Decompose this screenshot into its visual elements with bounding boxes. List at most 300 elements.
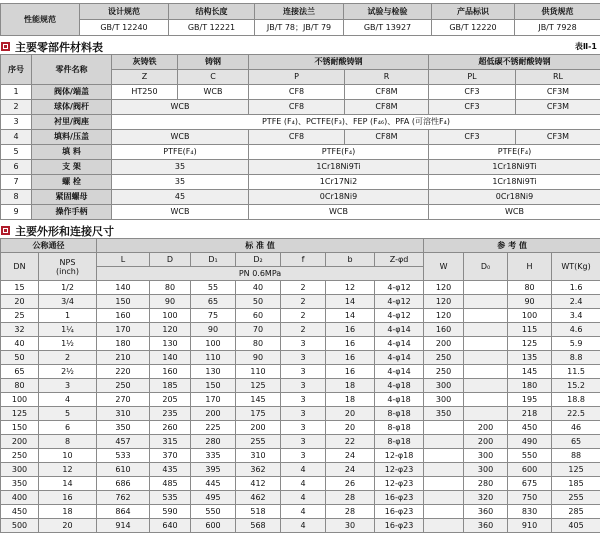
dimension-cell: 3: [281, 435, 326, 449]
part-name: 填 料: [32, 145, 112, 160]
cell: 8: [1, 190, 32, 205]
dimension-row: [1, 351, 600, 365]
cell: CF8: [249, 85, 345, 100]
dimension-cell: 300: [464, 449, 508, 463]
dimension-cell: 4-φ14: [375, 351, 424, 365]
dimension-cell: 70: [236, 323, 281, 337]
dimension-cell: 335: [191, 449, 236, 463]
col-w: W: [424, 253, 464, 281]
cell: 1Cr17Ni2: [249, 175, 429, 190]
dimension-cell: 490: [508, 435, 552, 449]
cell: 2: [1, 100, 32, 115]
standards-value: JB/T 7928: [515, 20, 600, 36]
dimension-cell: 120: [424, 309, 464, 323]
dimension-cell: 250: [424, 365, 464, 379]
cell: CF3M: [516, 130, 600, 145]
col-h: H: [508, 253, 552, 281]
dimension-cell: 405: [552, 519, 600, 533]
code: Z: [112, 70, 178, 85]
dimension-cell: 22.5: [552, 407, 600, 421]
dimension-cell: 24: [326, 449, 375, 463]
dimension-cell: 535: [150, 491, 191, 505]
dimension-cell: 160: [150, 365, 191, 379]
dimension-cell: 2½: [39, 365, 97, 379]
cell: 3: [1, 115, 32, 130]
dimension-cell: 4: [281, 491, 326, 505]
dimension-cell: 16-φ23: [375, 519, 424, 533]
col-d0: D₀: [464, 253, 508, 281]
dimension-cell: 4-φ18: [375, 393, 424, 407]
dimension-cell: 24: [326, 463, 375, 477]
dimension-cell: 32: [1, 323, 39, 337]
dimension-cell: 495: [191, 491, 236, 505]
dimension-cell: 435: [150, 463, 191, 477]
dimension-cell: 350: [1, 477, 39, 491]
dimension-cell: [464, 365, 508, 379]
dimension-cell: 4-φ12: [375, 281, 424, 295]
dimension-cell: 100: [1, 393, 39, 407]
dimension-cell: 175: [236, 407, 281, 421]
dimension-cell: 550: [191, 505, 236, 519]
dimension-cell: 533: [97, 449, 150, 463]
dimension-cell: 185: [552, 477, 600, 491]
cell: PTFE(F₄): [249, 145, 429, 160]
cell: 7: [1, 175, 32, 190]
dimension-cell: 135: [508, 351, 552, 365]
dimension-cell: 412: [236, 477, 281, 491]
dimension-cell: 12: [39, 463, 97, 477]
dimension-cell: 218: [508, 407, 552, 421]
dimension-cell: 235: [150, 407, 191, 421]
dimension-cell: 4: [281, 505, 326, 519]
cell: 0Cr18Ni9: [429, 190, 600, 205]
code: R: [345, 70, 429, 85]
dimension-cell: 610: [97, 463, 150, 477]
code: RL: [516, 70, 600, 85]
standards-col: 产品标识: [432, 4, 515, 20]
dimension-cell: 8: [39, 435, 97, 449]
dimension-cell: 270: [97, 393, 150, 407]
group-reference: 参 考 值: [424, 239, 600, 253]
dimension-cell: 40: [236, 281, 281, 295]
dimension-cell: 22: [326, 435, 375, 449]
cell: WCB: [112, 205, 249, 220]
materials-row: [1, 130, 600, 145]
part-name: 阀体/端盖: [32, 85, 112, 100]
dimension-cell: 65: [191, 295, 236, 309]
dimension-cell: 25: [1, 309, 39, 323]
dimension-cell: 310: [97, 407, 150, 421]
dimension-cell: 3: [281, 365, 326, 379]
dimension-cell: 14: [326, 295, 375, 309]
dimension-cell: 20: [326, 421, 375, 435]
dimension-cell: 220: [97, 365, 150, 379]
dimension-cell: 125: [1, 407, 39, 421]
dimension-cell: 450: [508, 421, 552, 435]
cell: 0Cr18Ni9: [249, 190, 429, 205]
materials-table: [0, 54, 600, 220]
standards-col: 设计规范: [80, 4, 169, 20]
cell: 1Cr18Ni9Ti: [429, 175, 600, 190]
dimension-cell: 140: [150, 351, 191, 365]
cell: CF8M: [345, 130, 429, 145]
cell: HT250: [112, 85, 178, 100]
dimension-cell: 200: [464, 421, 508, 435]
dimension-cell: 360: [464, 519, 508, 533]
cell: 35: [112, 175, 249, 190]
dimension-cell: 280: [464, 477, 508, 491]
standards-col: 结构长度: [169, 4, 255, 20]
dimension-cell: 15.2: [552, 379, 600, 393]
dimension-cell: 300: [424, 379, 464, 393]
part-name: 球体/阀杆: [32, 100, 112, 115]
dimension-cell: 200: [191, 407, 236, 421]
dimension-cell: 3: [281, 421, 326, 435]
dimension-cell: 8-φ18: [375, 421, 424, 435]
cell: PTFE(F₄): [112, 145, 249, 160]
dimension-row: [1, 449, 600, 463]
group-standard: 标 准 值: [97, 239, 424, 253]
dimension-row: [1, 281, 600, 295]
dimension-cell: 590: [150, 505, 191, 519]
dimension-cell: [424, 491, 464, 505]
cell: WCB: [112, 130, 249, 145]
dimension-cell: 125: [552, 463, 600, 477]
standards-value: JB/T 78；JB/T 79: [255, 20, 344, 36]
dimension-cell: 360: [464, 505, 508, 519]
dimension-cell: 12-φ23: [375, 463, 424, 477]
dimension-cell: 300: [424, 393, 464, 407]
materials-row: [1, 160, 600, 175]
cell: WCB: [249, 205, 429, 220]
dimension-cell: 1½: [39, 337, 97, 351]
dimension-cell: 16: [326, 351, 375, 365]
dimension-cell: 225: [191, 421, 236, 435]
group-ultra-low-carbon: 超低碳不锈耐酸铸钢: [429, 55, 600, 70]
dimension-cell: [424, 421, 464, 435]
dimension-cell: 4-φ14: [375, 337, 424, 351]
dimension-cell: 16: [326, 365, 375, 379]
dimension-cell: 2: [281, 309, 326, 323]
col-z-phi-d: Z-φd: [375, 253, 424, 267]
dimensions-table: [0, 238, 600, 533]
group-cast-steel: 铸钢: [178, 55, 249, 70]
dimension-cell: 16: [326, 337, 375, 351]
dimension-cell: 18: [326, 393, 375, 407]
dimensions-title: 主要外形和连接尺寸: [15, 223, 114, 239]
dimension-cell: 600: [508, 463, 552, 477]
dimension-cell: 3: [281, 379, 326, 393]
dimension-cell: 50: [236, 295, 281, 309]
dimension-cell: 370: [150, 449, 191, 463]
dimension-cell: [424, 519, 464, 533]
dimension-cell: 2: [281, 281, 326, 295]
dimension-cell: 55: [191, 281, 236, 295]
pressure-label: PN 0.6MPa: [97, 267, 424, 281]
cell: CF8: [249, 130, 345, 145]
materials-section-heading: [0, 38, 600, 54]
materials-title: 主要零部件材料表: [15, 39, 103, 55]
materials-row: [1, 115, 600, 130]
dimension-cell: 180: [97, 337, 150, 351]
dimension-cell: 12-φ23: [375, 477, 424, 491]
dimension-cell: 4-φ12: [375, 309, 424, 323]
dimension-cell: 12-φ18: [375, 449, 424, 463]
dimension-cell: [464, 337, 508, 351]
col-b: b: [326, 253, 375, 267]
dimension-cell: [464, 393, 508, 407]
dimension-cell: 16: [326, 323, 375, 337]
group-cast-iron: 灰铸铁: [112, 55, 178, 70]
cell: 4: [1, 130, 32, 145]
dimension-cell: 4: [281, 463, 326, 477]
dimension-cell: 1.6: [552, 281, 600, 295]
dimension-cell: 110: [236, 365, 281, 379]
dimension-cell: 260: [150, 421, 191, 435]
dimension-cell: 310: [236, 449, 281, 463]
dimension-cell: 75: [191, 309, 236, 323]
dimension-cell: [464, 379, 508, 393]
dimension-cell: 14: [326, 309, 375, 323]
dimension-cell: 18: [326, 379, 375, 393]
dimension-cell: 200: [424, 337, 464, 351]
dimension-cell: 1/2: [39, 281, 97, 295]
dimension-cell: 90: [508, 295, 552, 309]
dimension-cell: 18.8: [552, 393, 600, 407]
materials-table-ref: 表Ⅱ-1: [575, 41, 597, 52]
dimension-cell: 315: [150, 435, 191, 449]
dimension-cell: 485: [150, 477, 191, 491]
dimension-cell: 250: [97, 379, 150, 393]
part-name: 衬里/阀座: [32, 115, 112, 130]
cell: CF3: [429, 85, 516, 100]
dimensions-body: [1, 281, 600, 533]
dimension-cell: 30: [326, 519, 375, 533]
dimension-row: [1, 365, 600, 379]
dimension-cell: 640: [150, 519, 191, 533]
cell: CF3M: [516, 100, 600, 115]
col-d1: D₁: [191, 253, 236, 267]
cell: 9: [1, 205, 32, 220]
standards-col: 试验与检验: [344, 4, 432, 20]
dimension-cell: 280: [191, 435, 236, 449]
dimension-cell: 120: [424, 281, 464, 295]
dimension-cell: 2: [281, 323, 326, 337]
dimension-cell: 200: [236, 421, 281, 435]
dimension-cell: 130: [150, 337, 191, 351]
dimension-cell: 4: [39, 393, 97, 407]
part-name: 支 架: [32, 160, 112, 175]
standards-value-row: [1, 20, 600, 36]
dimension-row: [1, 379, 600, 393]
cell: 5: [1, 145, 32, 160]
col-no: 序号: [1, 55, 32, 85]
dimension-cell: 6: [39, 421, 97, 435]
dimension-cell: 864: [97, 505, 150, 519]
dimension-cell: 914: [97, 519, 150, 533]
dimension-cell: 170: [191, 393, 236, 407]
dimension-cell: 90: [191, 323, 236, 337]
dimension-cell: 180: [508, 379, 552, 393]
cell: PTFE(F₄): [429, 145, 600, 160]
dimension-cell: 600: [191, 519, 236, 533]
dimension-cell: 100: [508, 309, 552, 323]
dimension-cell: 285: [552, 505, 600, 519]
dimension-cell: 4-φ14: [375, 323, 424, 337]
materials-row: [1, 190, 600, 205]
cell: 1Cr18Ni9Ti: [429, 160, 600, 175]
part-name: 操作手柄: [32, 205, 112, 220]
cell: CF3: [429, 130, 516, 145]
group-nominal: 公称通径: [1, 239, 97, 253]
dimension-cell: 90: [150, 295, 191, 309]
cell: 1: [1, 85, 32, 100]
dimension-cell: 11.5: [552, 365, 600, 379]
dimension-cell: 80: [236, 337, 281, 351]
materials-row: [1, 85, 600, 100]
part-name: 填料/压盖: [32, 130, 112, 145]
dimension-cell: 15: [1, 281, 39, 295]
section-bullet-icon: [1, 42, 10, 51]
dimension-cell: 300: [464, 463, 508, 477]
col-f: f: [281, 253, 326, 267]
dimension-cell: 4-φ18: [375, 379, 424, 393]
dimension-cell: 125: [508, 337, 552, 351]
dimension-cell: 8-φ18: [375, 407, 424, 421]
dimensions-section-heading: [0, 222, 600, 238]
dimension-cell: 3: [39, 379, 97, 393]
dimension-cell: [464, 351, 508, 365]
dimension-cell: 120: [424, 295, 464, 309]
materials-row: [1, 205, 600, 220]
cell: CF3: [429, 100, 516, 115]
dimension-cell: 255: [552, 491, 600, 505]
cell: CF8M: [345, 100, 429, 115]
dimension-cell: [424, 463, 464, 477]
materials-row: [1, 145, 600, 160]
dimension-cell: [424, 505, 464, 519]
dimension-cell: 4.6: [552, 323, 600, 337]
dimension-cell: 125: [236, 379, 281, 393]
materials-head-row: [1, 55, 600, 70]
dimension-row: [1, 323, 600, 337]
standards-value: GB/T 13927: [344, 20, 432, 36]
dimension-cell: 46: [552, 421, 600, 435]
dimension-cell: 145: [236, 393, 281, 407]
dimension-cell: 26: [326, 477, 375, 491]
dimension-cell: 350: [97, 421, 150, 435]
dimension-cell: 250: [424, 351, 464, 365]
code: PL: [429, 70, 516, 85]
dimension-cell: 550: [508, 449, 552, 463]
dimension-cell: 200: [464, 435, 508, 449]
dimension-row: [1, 421, 600, 435]
dimension-cell: 450: [1, 505, 39, 519]
dimension-cell: 445: [191, 477, 236, 491]
dimension-cell: 195: [508, 393, 552, 407]
dimension-cell: 2: [281, 295, 326, 309]
dimension-cell: 80: [150, 281, 191, 295]
dimension-cell: 16-φ23: [375, 491, 424, 505]
dimension-cell: 130: [191, 365, 236, 379]
dimension-cell: 4-φ14: [375, 365, 424, 379]
standards-col: 供货规范: [515, 4, 600, 20]
dimension-cell: 400: [1, 491, 39, 505]
dimension-cell: 20: [326, 407, 375, 421]
dimension-cell: 1: [39, 309, 97, 323]
dimension-cell: 395: [191, 463, 236, 477]
col-d2: D₂: [236, 253, 281, 267]
dimension-cell: 5: [39, 407, 97, 421]
dimension-cell: 20: [1, 295, 39, 309]
col-d: D: [150, 253, 191, 267]
dimension-cell: 28: [326, 505, 375, 519]
dimension-cell: 255: [236, 435, 281, 449]
standards-value: GB/T 12240: [80, 20, 169, 36]
col-part: 零件名称: [32, 55, 112, 85]
dimension-cell: 170: [97, 323, 150, 337]
dimension-row: [1, 435, 600, 449]
dimension-cell: 2.4: [552, 295, 600, 309]
dimension-cell: 160: [424, 323, 464, 337]
standards-header-row: [1, 4, 600, 20]
dimension-cell: 18: [39, 505, 97, 519]
dimension-cell: 3: [281, 337, 326, 351]
dimension-row: [1, 463, 600, 477]
dimension-cell: 150: [97, 295, 150, 309]
dimension-cell: 675: [508, 477, 552, 491]
dimension-cell: 500: [1, 519, 39, 533]
dimension-cell: 250: [1, 449, 39, 463]
dimension-cell: 320: [464, 491, 508, 505]
dimension-cell: [424, 449, 464, 463]
code: C: [178, 70, 249, 85]
dimensions-col-row: [1, 253, 600, 267]
dimension-cell: 65: [552, 435, 600, 449]
dimension-cell: 115: [508, 323, 552, 337]
dimension-cell: 8.8: [552, 351, 600, 365]
dimension-cell: 3: [281, 351, 326, 365]
cell: 6: [1, 160, 32, 175]
dimension-cell: 4-φ12: [375, 295, 424, 309]
dimension-cell: 568: [236, 519, 281, 533]
section-bullet-icon: [1, 226, 10, 235]
dimension-row: [1, 491, 600, 505]
dimension-cell: 462: [236, 491, 281, 505]
col-nps: NPS (inch): [39, 253, 97, 281]
dimension-cell: 3: [281, 407, 326, 421]
cell: 1Cr18Ni9Ti: [249, 160, 429, 175]
dimension-cell: 16: [39, 491, 97, 505]
group-stainless: 不锈耐酸铸钢: [249, 55, 429, 70]
dimension-row: [1, 519, 600, 533]
dimension-cell: 300: [1, 463, 39, 477]
dimension-row: [1, 407, 600, 421]
dimension-cell: 8-φ18: [375, 435, 424, 449]
dimension-cell: [464, 281, 508, 295]
dimension-cell: [424, 435, 464, 449]
dimension-cell: 3.4: [552, 309, 600, 323]
dimension-row: [1, 309, 600, 323]
dimension-cell: 518: [236, 505, 281, 519]
dimension-cell: 80: [508, 281, 552, 295]
dimension-cell: [424, 477, 464, 491]
dimension-cell: [464, 323, 508, 337]
dimension-cell: 200: [1, 435, 39, 449]
cell: CF3M: [516, 85, 600, 100]
dimension-cell: [464, 407, 508, 421]
materials-row: [1, 100, 600, 115]
